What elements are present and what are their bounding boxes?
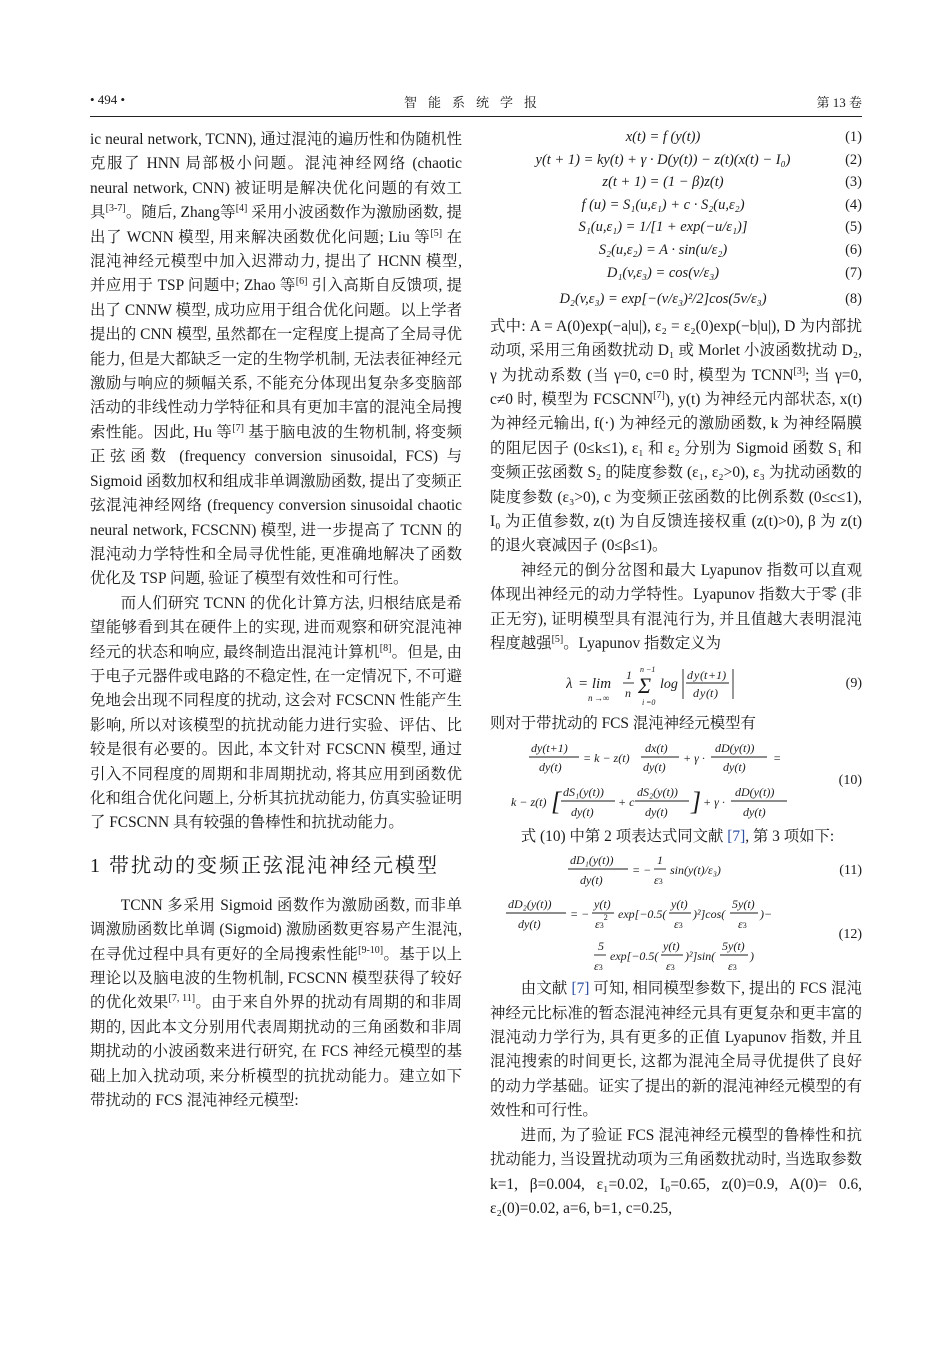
svg-text:= k − z(t): = k − z(t) bbox=[583, 750, 630, 765]
equation bbox=[490, 262, 862, 285]
equation bbox=[490, 194, 862, 217]
equation-body bbox=[490, 894, 832, 976]
citation[interactable]: [9-10] bbox=[358, 944, 384, 956]
svg-text:d: d bbox=[687, 668, 693, 683]
equation-number: (1) bbox=[845, 129, 862, 145]
equation-number: (4) bbox=[845, 196, 862, 213]
equation bbox=[490, 239, 862, 262]
citation[interactable]: [3] bbox=[793, 365, 806, 377]
svg-text:(: ( bbox=[700, 668, 704, 683]
equation-body: f (u) = S₁(u,ε₁) + c · S₂(u,ε₂) bbox=[581, 196, 745, 213]
svg-text:): ) bbox=[750, 949, 754, 964]
equation-block bbox=[490, 126, 862, 311]
equation-body: S₁(u,ε₁) = 1/[1 + exp(−u/ε₁)] bbox=[578, 219, 748, 236]
paragraph bbox=[490, 559, 862, 657]
svg-text:[: [ bbox=[551, 786, 562, 816]
svg-text:i: i bbox=[642, 698, 645, 708]
citation[interactable]: [6] bbox=[295, 276, 308, 288]
citation[interactable]: [5] bbox=[551, 633, 564, 645]
svg-text:=0: =0 bbox=[646, 698, 656, 708]
text: ; 当 γ=0, c≠0 时, 模型为 FCSCNN bbox=[490, 366, 862, 408]
svg-text:1: 1 bbox=[657, 853, 663, 868]
svg-text:sin(y(t)/ε₃): sin(y(t)/ε₃) bbox=[670, 863, 721, 878]
svg-text:Σ: Σ bbox=[638, 673, 652, 699]
text: 。Lyapunov 指数定义为 bbox=[563, 635, 721, 653]
svg-text:d: d bbox=[693, 686, 699, 701]
svg-text:dy(t): dy(t) bbox=[571, 804, 594, 819]
equation-d2 bbox=[490, 893, 862, 977]
citation[interactable]: [4] bbox=[235, 203, 248, 215]
svg-text:)−: )− bbox=[760, 907, 773, 922]
svg-text:dy(t): dy(t) bbox=[743, 804, 766, 819]
equation-number: (12) bbox=[838, 927, 862, 943]
citation[interactable]: [3-7] bbox=[105, 203, 126, 215]
equation-body: x(t) = f (y(t)) bbox=[625, 129, 701, 145]
svg-text:t: t bbox=[704, 668, 708, 683]
svg-text:dy(t): dy(t) bbox=[580, 873, 603, 888]
svg-text:y(t): y(t) bbox=[671, 897, 688, 912]
svg-text:ε3: ε3 bbox=[728, 959, 737, 974]
svg-text:)²]cos(: )²]cos( bbox=[693, 907, 726, 922]
svg-text:): ) bbox=[714, 686, 718, 701]
equation-number: (10) bbox=[838, 772, 862, 788]
svg-text:dx(t): dx(t) bbox=[645, 740, 668, 755]
svg-text:)²]sin(: )²]sin( bbox=[685, 949, 716, 964]
text: 式中: A = A(0)exp(−a|u|), ε₂ = ε₂(0)exp(−b|u|), D 为内部扰动项, 采用三角函数扰动 D₁ 或 Morlet 小波函数扰动 D₂, γ 为扰动系数 (当 γ=0, c=0 时, 模型为 TCNN bbox=[490, 317, 862, 384]
text: 式 (10) 中第 2 项表达式同文献 bbox=[520, 827, 728, 845]
svg-text:+ γ ·: + γ · bbox=[683, 750, 705, 765]
svg-text:dS₁(y(t)): dS₁(y(t)) bbox=[563, 784, 604, 799]
text: 在混沌神经元模型中加入迟滞动力, 提出了 HCNN 模型, 并应用于 TSP 问题中; Zhao 等 bbox=[90, 228, 462, 295]
svg-text:5y(t): 5y(t) bbox=[722, 939, 745, 954]
text: 采用小波函数作为激励函数, 提出了 WCNN 模型, 用来解决函数优化问题; Liu 等 bbox=[90, 204, 462, 246]
paragraph: 则对于带扰动的 FCS 混沌神经元模型有 bbox=[490, 715, 756, 733]
equation-body: D₂(v,ε₃) = exp[−(v/ε₃)²/2]cos(5v/ε₃) bbox=[559, 291, 767, 308]
d1-formula bbox=[566, 850, 756, 892]
svg-text:(: ( bbox=[706, 686, 710, 701]
svg-text:y: y bbox=[694, 668, 700, 683]
journal-name: 智能系统学报 bbox=[403, 95, 548, 110]
text: 。基于以上理论以及脑电波的生物机制, FCSCNN 模型获得了较好的优化效果 bbox=[90, 945, 462, 1012]
svg-text:−1: −1 bbox=[646, 665, 656, 675]
svg-text:dy(t): dy(t) bbox=[539, 759, 562, 774]
svg-text:→∞: →∞ bbox=[594, 693, 610, 704]
equation-number: (5) bbox=[845, 219, 862, 236]
equation-number: (2) bbox=[845, 151, 862, 168]
right-column bbox=[490, 128, 862, 1221]
paragraph bbox=[490, 825, 862, 849]
svg-text:dy(t): dy(t) bbox=[643, 759, 666, 774]
running-header bbox=[90, 92, 862, 114]
svg-text:dy(t): dy(t) bbox=[518, 917, 541, 932]
derivative-formula bbox=[511, 738, 811, 824]
left-column bbox=[90, 128, 462, 1113]
equation bbox=[490, 288, 862, 311]
equation-number: (3) bbox=[845, 174, 862, 191]
text: ), y(t) 为神经元内部状态, x(t) 为神经元输出, f(·) 为神经元的激励函数, k 为神经隔膜的阻尼因子 (0≤k≤1), ε₁ 和 ε₂ 分别为 Sigmoid 函数 S₁ 和变频正弦函数 S₂ 的陡度参数 (ε₁, ε₂>0), ε₃ 为扰动函数的陡度参数 (ε₃>0), c 为变频正弦函数的比例系数 (0≤c≤1), I₀ 为正值参数, z(t) 为自反馈连接权重 (z(t)>0), β 为 z(t) 的退火衰减因子 (0≤β≤1)。 bbox=[490, 390, 863, 555]
text: TCNN 多采用 Sigmoid 函数作为激励函数, 而非单调激励函数比单调 (Sigmoid) 激励函数更容易产生混沌, 在寻优过程中具有更好的全局搜索性能 bbox=[90, 896, 462, 963]
text: 。随后, Zhang等 bbox=[125, 204, 236, 222]
citation-link[interactable]: [7] bbox=[727, 827, 746, 845]
volume-label: 第 13 卷 bbox=[816, 95, 862, 110]
svg-text:t: t bbox=[710, 686, 714, 701]
svg-text:λ: λ bbox=[566, 676, 573, 693]
svg-text:n: n bbox=[625, 686, 631, 701]
svg-text:exp[−0.5(: exp[−0.5( bbox=[618, 907, 667, 922]
svg-text:+1): +1) bbox=[708, 668, 727, 683]
svg-text:5y(t): 5y(t) bbox=[732, 897, 755, 912]
text: 由文献 bbox=[520, 980, 572, 998]
svg-text:dy(t): dy(t) bbox=[645, 804, 668, 819]
text: 可知, 相同模型参数下, 提出的 FCS 混沌神经元比标准的暂态混沌神经元具有更复杂和更丰富的混沌动力学行为, 具有更多的正值 Lyapunov 指数, 并且混沌搜索的时间更长, 这都为混沌全局寻优提供了良好的动力学基础。证实了提出的新的混沌神经元模型的有效性和可行性。 bbox=[490, 980, 862, 1120]
text: 基于脑电波的生物机制, 将变频正弦函数 (frequency conversion sinusoidal, FCS) 与 Sigmoid 函数加权和组成非单调激励函数, 提出了变频正弦混沌神经网络 (frequency conversion sinusoidal chaotic neural network, FCSCNN) 模型, 进一步提高了 TCNN 的混沌动力学特性和全局寻优性能, 更准确地解决了函数优化及 TSP 问题, 验证了模型有效性和可行性。 bbox=[90, 423, 463, 588]
svg-text:5: 5 bbox=[598, 939, 604, 954]
equation bbox=[490, 149, 862, 172]
equation-body: S₂(u,ε₂) = A · sin(u/ε₂) bbox=[598, 241, 728, 258]
svg-text:dD(y(t)): dD(y(t)) bbox=[735, 784, 775, 799]
text: 引入高斯自反馈项, 提出了 CNNW 模型, 成功应用于组合优化问题。以上学者提出的 CNN 模型, 虽然都在一定程度上提高了全局寻优能力, 但是大都缺乏一定的生物学机制, 无法表征神经元激励与响应的频幅关系, 不能充分体现出复杂多变脑部活动的非线性动力学特征和具有更加丰富的混沌全局搜索性能。因此, Hu 等 bbox=[90, 277, 462, 441]
equation-body: z(t + 1) = (1 − β)z(t) bbox=[602, 174, 724, 191]
citation[interactable]: [5] bbox=[430, 227, 443, 239]
svg-text:dy(t): dy(t) bbox=[723, 759, 746, 774]
svg-text:+ γ ·: + γ · bbox=[703, 794, 725, 809]
equation-number: (9) bbox=[845, 676, 862, 692]
equation-body: y(t + 1) = ky(t) + γ · D(y(t)) − z(t)(x(t) − I₀) bbox=[535, 151, 791, 168]
text: ic neural network, TCNN), 通过混沌的遍历性和伪随机性克服了 HNN 局部极小问题。混沌神经网络 (chaotic neural network, CNN) 被证明是解决优化问题的有效工具 bbox=[90, 131, 462, 222]
svg-text:= lim: = lim bbox=[578, 676, 612, 693]
equation-body bbox=[490, 738, 832, 824]
svg-text:dy(t+1): dy(t+1) bbox=[531, 740, 568, 755]
page-number: • 494 • bbox=[90, 92, 126, 107]
equation-number: (6) bbox=[845, 241, 862, 258]
section-heading: 1 带扰动的变频正弦混沌神经元模型 bbox=[90, 854, 439, 877]
svg-text:]: ] bbox=[691, 786, 702, 816]
svg-text:dD₁(y(t)): dD₁(y(t)) bbox=[570, 853, 614, 868]
equation-derivative bbox=[490, 737, 862, 825]
svg-text:ε3: ε3 bbox=[738, 917, 747, 932]
text: 神经元的倒分岔图和最大 Lyapunov 指数可以直观体现出神经元的动力学特性。Lyapunov 指数大于零 (非正无穷), 证明模型具有混沌行为, 并且值越大表明混沌程度越强 bbox=[490, 561, 862, 653]
text: , 第 3 项如下: bbox=[745, 827, 835, 845]
svg-text:1: 1 bbox=[626, 668, 632, 683]
svg-text:dD₂(y(t)): dD₂(y(t)) bbox=[508, 897, 552, 912]
svg-text:+ c: + c bbox=[618, 794, 635, 809]
citation[interactable]: [7] bbox=[653, 389, 665, 401]
citation-link[interactable]: [7] bbox=[571, 980, 590, 998]
header-rule bbox=[90, 116, 862, 117]
citation[interactable]: [7] bbox=[232, 422, 244, 434]
citation[interactable]: [7, 11] bbox=[168, 993, 196, 1005]
svg-text:y(t): y(t) bbox=[663, 939, 680, 954]
svg-text:= −: = − bbox=[570, 907, 590, 922]
svg-text:= −: = − bbox=[632, 863, 652, 878]
svg-text:ε3: ε3 bbox=[654, 873, 663, 888]
svg-text:dS₂(y(t)): dS₂(y(t)) bbox=[637, 784, 678, 799]
equation-number: (8) bbox=[845, 291, 862, 308]
svg-text:dD(y(t)): dD(y(t)) bbox=[715, 740, 755, 755]
equation bbox=[490, 216, 862, 239]
paragraph bbox=[90, 894, 462, 1114]
citation[interactable]: [8] bbox=[379, 642, 392, 654]
svg-text:k − z(t): k − z(t) bbox=[511, 794, 547, 809]
svg-text:exp[−0.5(: exp[−0.5( bbox=[610, 949, 659, 964]
text: 。由于来自外界的扰动有周期的和非周期的, 因此本文分别用代表周期扰动的三角函数和非周期扰动的小波函数来进行研究, 在 FCS 神经元模型的基础上加入扰动项, 来分析模型的抗扰动能力。建立如下带扰动的 FCS 混沌神经元模型: bbox=[90, 994, 462, 1110]
paragraph bbox=[90, 592, 462, 836]
equation-d1 bbox=[490, 849, 862, 893]
lyapunov-formula bbox=[566, 657, 756, 711]
text: 而人们研究 TCNN 的优化计算方法, 归根结底是希望能够看到其在硬件上的实现, 进而观察和研究混沌神经元的状态和响应, 最终制造出混沌计算机 bbox=[90, 594, 462, 661]
equation-body bbox=[490, 850, 832, 892]
paragraph bbox=[90, 128, 462, 592]
svg-text:ε3: ε3 bbox=[594, 959, 603, 974]
svg-text:ε3: ε3 bbox=[674, 917, 683, 932]
equation bbox=[490, 171, 862, 194]
svg-text:ε3: ε3 bbox=[666, 959, 675, 974]
svg-text:y: y bbox=[700, 686, 706, 701]
equation-lyapunov bbox=[490, 656, 862, 712]
svg-text:log: log bbox=[660, 677, 678, 693]
equation-number: (7) bbox=[845, 264, 862, 281]
paragraph bbox=[490, 977, 862, 1123]
svg-text:=: = bbox=[773, 750, 782, 765]
svg-text:ε32: $\varepsilon 3^2$ bbox=[595, 913, 608, 932]
svg-text:n: n bbox=[640, 665, 644, 675]
svg-text:n: n bbox=[588, 693, 593, 704]
equation-number: (11) bbox=[839, 863, 862, 879]
text: 。但是, 由于电子元器件或电路的不稳定性, 在一定情况下, 不可避免地会出现不同程度的扰动, 这会对 FCSCNN 性能产生影响, 所以对该模型的抗扰动能力进行实验、评估、比较是很有必要的。因此, 本文针对 FCSCNN 模型, 通过引入不同程度的周期和非周期扰动, 将其应用到函数优化和组合优化问题上, 分析其抗扰动能力, 仿真实验证明了 FCSCNN 具有较强的鲁棒性和抗扰动能力。 bbox=[90, 643, 462, 832]
d2-formula bbox=[506, 894, 816, 976]
equation-body bbox=[490, 657, 832, 711]
paragraph bbox=[490, 315, 862, 559]
paragraph: 进而, 为了验证 FCS 混沌神经元模型的鲁棒性和抗扰动能力, 当设置扰动项为三角函数扰动时, 当选取参数 k=1, β=0.004, ε₁=0.02, I₀=0.65, z(0)=0.9, A(0)= 0.6, ε₂(0)=0.02, a=6, b=1, c=0.25, bbox=[490, 1126, 862, 1217]
equation-body: D₁(v,ε₃) = cos(v/ε₃) bbox=[606, 264, 720, 281]
svg-text:y(t): y(t) bbox=[594, 897, 611, 912]
equation bbox=[490, 126, 862, 149]
